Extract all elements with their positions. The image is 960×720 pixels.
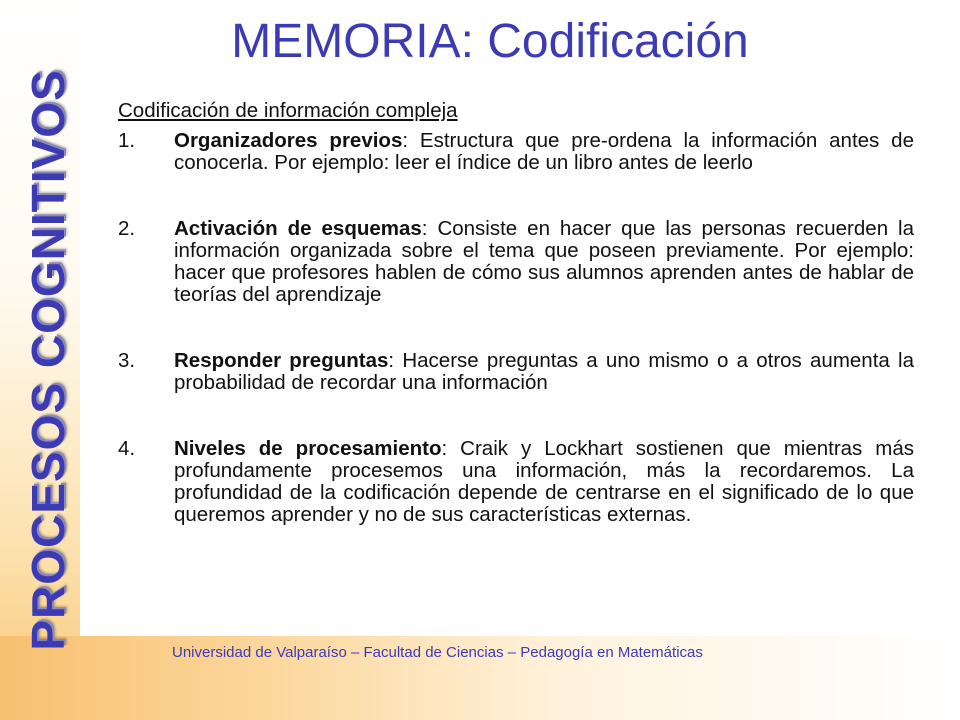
list-item-text: : Craik y Lockhart sostienen que mientras más profundamente procesemos una información, más la recordaremos. La profundidad de la codificación depende de centrarse en el significado de lo que queremos aprender y no de sus características externas. <box>174 437 915 526</box>
list-item-term: Responder preguntas <box>174 349 389 372</box>
list-item <box>118 130 914 174</box>
list-item-number: 3. <box>118 349 136 372</box>
list-item-number: 2. <box>118 217 136 240</box>
side-title: PROCESOS COGNITIVOS <box>22 69 74 651</box>
list-item-text: : Hacerse preguntas a uno mismo o a otros aumenta la probabilidad de recordar una información <box>174 349 914 394</box>
footer: Universidad de Valparaíso – Facultad de Ciencias – Pedagogía en Matemáticas <box>172 644 703 661</box>
list-item <box>118 218 914 306</box>
slide-content <box>118 100 914 526</box>
list-item-text: : Consiste en hacer que las personas recuerden la información organizada sobre el tema que poseen previamente. Por ejemplo: hacer que profesores hablen de cómo sus alumnos aprenden antes de hablar de teorías del aprendizaje <box>174 217 915 306</box>
list-item <box>118 438 914 526</box>
slide-subtitle: Codificación de información compleja <box>118 99 458 122</box>
slide-title: MEMORIA: Codificación <box>231 15 749 68</box>
list-item-number: 1. <box>118 129 136 152</box>
list-item-text: : Estructura que pre-ordena la información antes de conocerla. Por ejemplo: leer el índice de un libro antes de leerlo <box>174 129 914 174</box>
list-item-term: Niveles de procesamiento <box>174 437 442 460</box>
list-item-number: 4. <box>118 437 136 460</box>
list-item-term: Activación de esquemas <box>174 217 422 240</box>
list-item-term: Organizadores previos <box>174 129 403 152</box>
list-item <box>118 350 914 394</box>
